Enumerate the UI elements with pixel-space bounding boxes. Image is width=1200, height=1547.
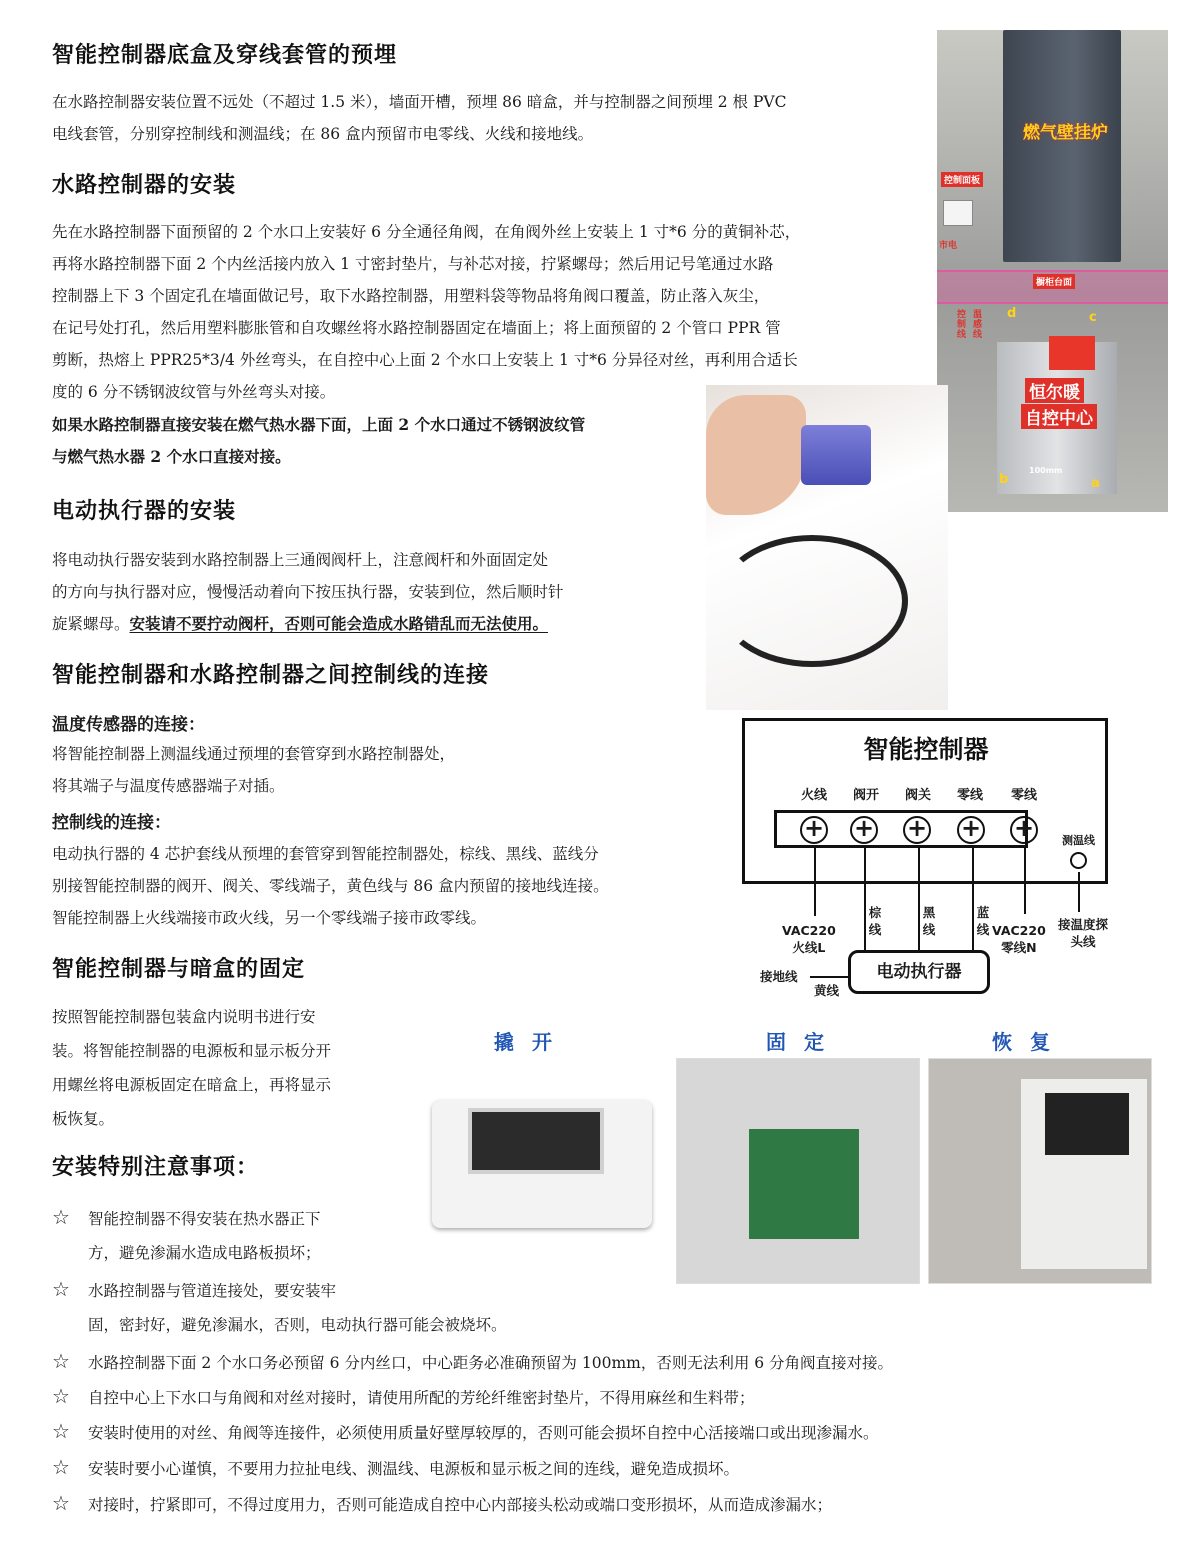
terminal-plus-icon: + [850,816,878,844]
text-line: 板恢复。 [52,1110,115,1128]
diagram-title: 智能控制器 [863,735,989,764]
cable-coil [716,535,908,667]
point-c: c [1089,310,1097,325]
blue-wire-label: 蓝线 [976,905,990,937]
note-item [52,1450,739,1486]
wire-line [1024,848,1026,914]
wire-line [864,848,866,950]
note-line: 与燃气热水器 2 个水口直接对接。 [52,447,291,466]
text-line: 智能控制器上火线端接市政火线，另一个零线端子接市政零线。 [52,909,487,927]
center-label-2: 自控中心 [1021,404,1097,429]
pcb-board [749,1129,859,1239]
text-line: 别接智能控制器的阀开、阀关、零线端子，黄色线与 86 盒内预留的接地线连接。 [52,877,609,895]
boiler-unit [1003,30,1121,262]
probe-terminal-icon [1070,852,1087,869]
vac-live-text: 火线L [792,940,826,955]
panel-label: 控制面板 [941,172,983,187]
note-text: 方，避免渗漏水造成电路板损坏； [88,1244,321,1262]
note-item [52,1414,879,1450]
probe-label: 测温线 [1062,834,1095,847]
ground-label: 接地线 [760,969,798,984]
thermostat-panel [943,200,973,226]
text-line: 将智能控制器上测温线通过预埋的套管穿到水路控制器处， [52,745,456,763]
probe-wire-label: 接温度探头线 [1058,917,1109,949]
control-wire-label: 控制线 [957,310,967,340]
para-actuator [52,544,702,640]
counter-label: 橱柜台面 [1033,274,1075,289]
text-line: 剪断，热熔上 PPR25*3/4 外丝弯头，在自控中心上面 2 个水口上安装上 1 寸*6 分异径对丝，再利用合适长 [52,351,798,369]
terminal-plus-icon: + [1010,816,1038,844]
wire-line [972,848,974,950]
step-label-pry: 撬开 [494,1030,570,1054]
center-label-1: 恒尔暖 [1025,378,1084,403]
text-line: 电线套管，分别穿控制线和测温线；在 86 盒内预留市电零线、火线和接地线。 [52,125,594,143]
wire-line [814,848,816,916]
note-text: 水路控制器下面 2 个水口务必预留 6 分内丝口，中心距务必准确预留为 100mm，否则无法利用 6 分角阀直接对接。 [88,1354,894,1372]
star-icon: ☆ [52,1491,70,1515]
text-line: 在记号处打孔，然后用塑料膨胀管和自攻螺丝将水路控制器固定在墙面上；将上面预留的 2 个管口 PPR 管 [52,319,781,337]
subheading-temp-sensor: 温度传感器的连接： [52,715,205,735]
terminal-label: 零线 [1010,788,1037,803]
distance-label: 100mm [1029,466,1063,475]
para-box-fixing [52,1000,397,1136]
restored-screen [1045,1093,1129,1155]
text-plain: 旋紧螺母。 [52,615,130,633]
star-icon: ☆ [52,1205,70,1229]
terminal-label: 火线 [800,788,827,803]
thermostat-pry-photo [420,1080,662,1255]
step-label-fix: 固定 [766,1030,842,1054]
para-control-wire [52,838,732,934]
text-line: 先在水路控制器下面预留的 2 个水口上安装好 6 分全通径角阀，在角阀外丝上安装上 1 寸*6 分的黄铜补芯， [52,223,801,241]
text-line: 度的 6 分不锈钢波纹管与外丝弯头对接。 [52,383,336,401]
note-item [52,1379,755,1415]
para-prebury [52,86,932,150]
text-line: 电动执行器的 4 芯护套线从预埋的套管穿到智能控制器处，棕线、黑线、蓝线分 [52,845,599,863]
text-line: 将电动执行器安装到水路控制器上三通阀阀杆上，注意阀杆和外面固定处 [52,551,549,569]
thermostat-fix-photo [676,1058,920,1284]
terminal-plus-icon: + [903,816,931,844]
red-actuator [1049,336,1095,370]
brown-wire-label: 棕线 [868,905,882,937]
point-d: d [1007,306,1017,321]
note-item [52,1272,507,1342]
vac-neutral-text: VAC220 [992,923,1046,938]
note-item [52,1486,832,1522]
yellow-wire-label: 黄线 [814,983,840,998]
actuator-box: 电动执行器 [848,950,990,994]
wire-line [1078,872,1080,912]
note-item [52,1344,893,1380]
text-line [52,608,702,640]
warning-text: 安装请不要拧动阀杆，否则可能会造成水路错乱而无法使用。 [129,614,549,633]
terminal-plus-icon: + [800,816,828,844]
text-line: 将其端子与温度传感器端子对插。 [52,777,285,795]
heading-box-fixing: 智能控制器与暗盒的固定 [52,957,306,982]
note-text: 水路控制器与管道连接处，要安装牢 [88,1282,337,1300]
subheading-control-wire: 控制线的连接： [52,813,171,833]
boiler-label: 燃气壁挂炉 [1023,123,1108,143]
star-icon: ☆ [52,1349,70,1373]
thermostat-restore-photo [928,1058,1152,1284]
text-line: 用螺丝将电源板固定在暗盒上，再将显示 [52,1076,332,1094]
ground-line [810,976,848,978]
star-icon: ☆ [52,1419,70,1443]
note-text: 固，密封好，避免渗漏水，否则，电动执行器可能会被烧坏。 [88,1316,507,1334]
star-icon: ☆ [52,1455,70,1479]
boiler-installation-photo [937,30,1168,512]
terminal-plus-icon: + [957,816,985,844]
wire-line [918,848,920,950]
text-line: 的方向与执行器对应，慢慢活动着向下按压执行器，安装到位，然后顺时针 [52,583,564,601]
heading-water-controller: 水路控制器的安装 [52,173,237,198]
actuator-valve [801,425,871,485]
note-line: 如果水路控制器直接安装在燃气热水器下面，上面 2 个水口通过不锈钢波纹管 [52,415,586,434]
hand-shape [706,395,806,515]
mains-label: 市电 [939,241,958,251]
terminal-label: 阀关 [904,788,931,803]
text-line: 按照智能控制器包装盒内说明书进行安 [52,1008,316,1026]
text-line: 控制器上下 3 个固定孔在墙面做记号，取下水路控制器，用塑料袋等物品将角阀口覆盖，防止落入灰尘， [52,287,770,305]
thermostat-screen [468,1108,604,1174]
vac-neutral-label [992,922,1046,956]
wiring-diagram [740,716,1112,998]
vac-live-text: VAC220 [782,923,836,938]
terminal-label: 零线 [956,788,983,803]
vac-neutral-text: 零线N [1001,940,1037,955]
note-text: 对接时，拧紧即可，不得过度用力，否则可能造成自控中心内部接头松动或端口变形损坏，从而造成渗漏水； [88,1496,833,1514]
text-line: 装。将智能控制器的电源板和显示板分开 [52,1042,332,1060]
point-a: a [1091,476,1100,491]
step-label-restore: 恢复 [992,1030,1068,1054]
star-icon: ☆ [52,1384,70,1408]
actuator-install-photo [706,385,948,710]
note-text: 自控中心上下水口与角阀和对丝对接时，请使用所配的芳纶纤维密封垫片，不得用麻丝和生料带； [88,1389,755,1407]
para-temp-sensor [52,738,712,802]
heading-prebury: 智能控制器底盒及穿线套管的预埋 [52,43,398,68]
heading-notes: 安装特别注意事项： [52,1155,260,1180]
point-b: b [999,472,1009,487]
note-item [52,1200,321,1270]
black-wire-label: 黑线 [922,905,936,937]
text-line: 再将水路控制器下面 2 个内丝活接内放入 1 寸密封垫片，与补芯对接，拧紧螺母；然后用记号笔通过水路 [52,255,774,273]
text-line: 在水路控制器安装位置不远处（不超过 1.5 米），墙面开槽，预埋 86 暗盒，并与控制器之间预埋 2 根 PVC [52,93,787,111]
terminal-label: 阀开 [852,788,879,803]
heading-wiring: 智能控制器和水路控制器之间控制线的连接 [52,663,490,688]
note-text: 智能控制器不得安装在热水器正下 [88,1210,321,1228]
vac-live-label [782,922,836,956]
note-text: 安装时要小心谨慎，不要用力拉扯电线、测温线、电源板和显示板之间的连线，避免造成损坏。 [88,1460,740,1478]
star-icon: ☆ [52,1277,70,1301]
temp-wire-label: 温感线 [973,310,983,340]
heading-actuator: 电动执行器的安装 [52,499,237,524]
note-text: 安装时使用的对丝、角阀等连接件，必须使用质量好壁厚较厚的，否则可能会损坏自控中心活接端口或出现渗漏水。 [88,1424,879,1442]
